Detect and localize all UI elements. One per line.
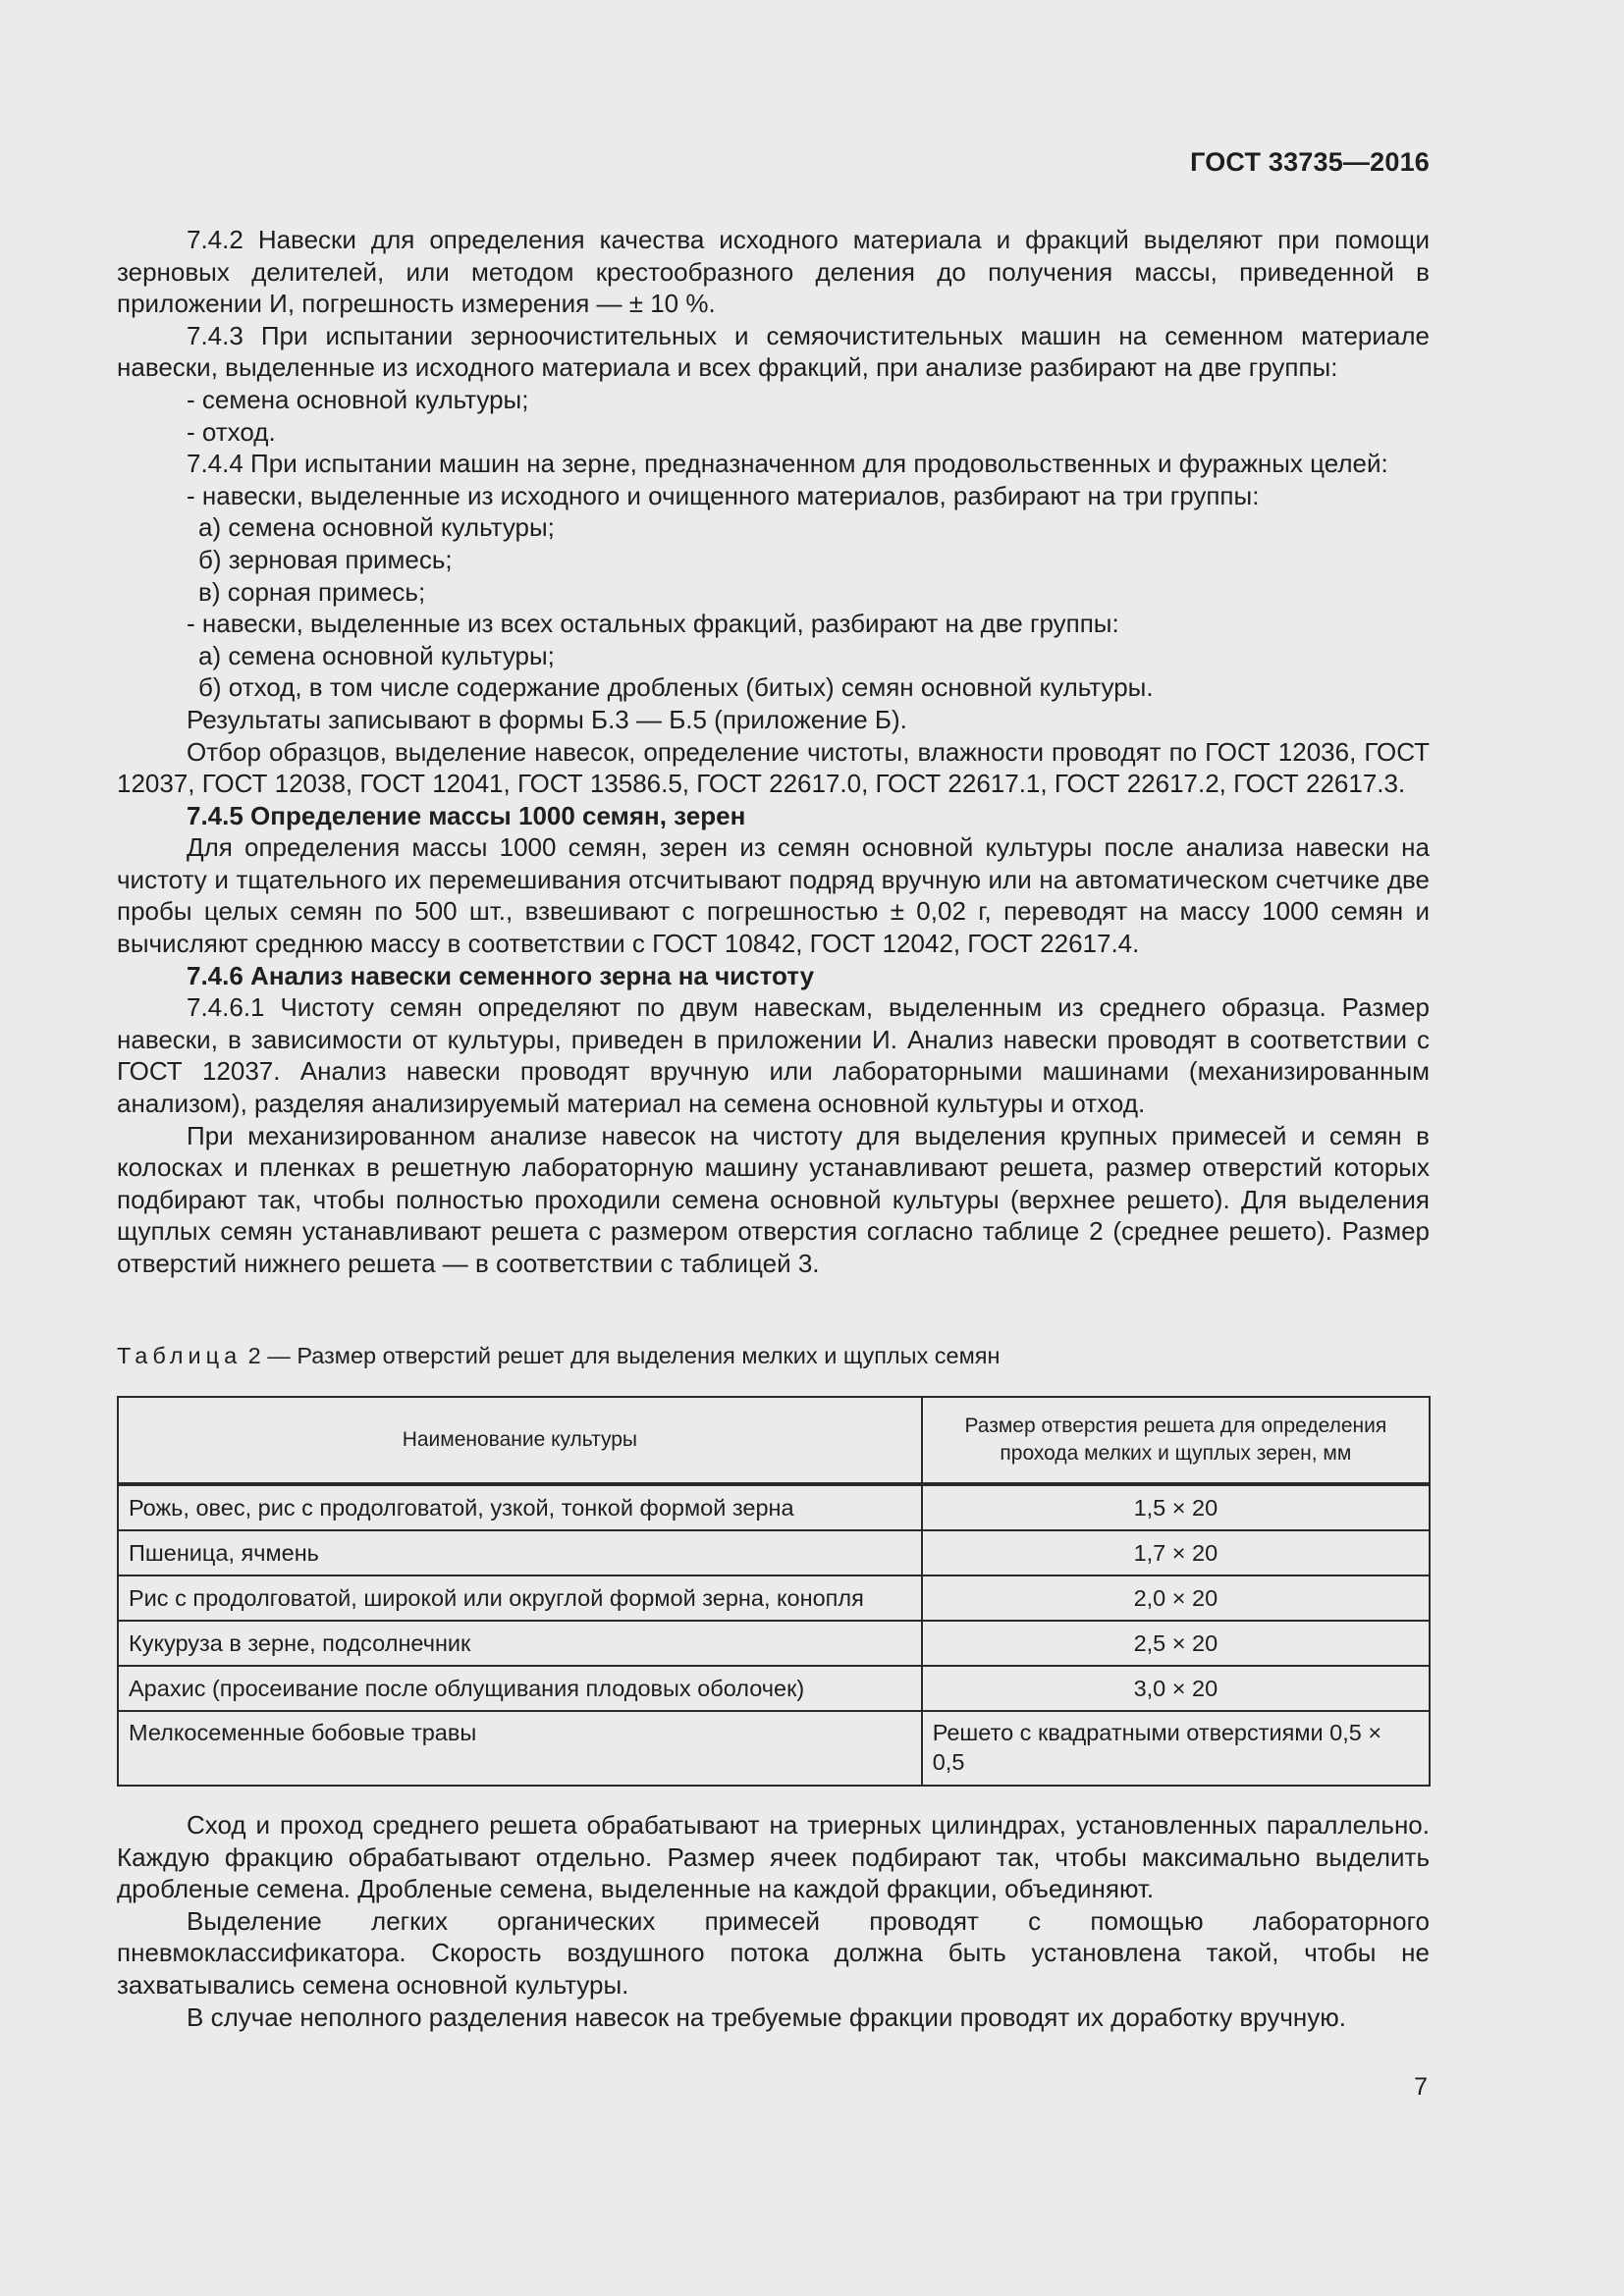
table-row <box>118 1666 1430 1711</box>
culture-cell: Пшеница, ячмень <box>118 1530 922 1575</box>
culture-cell: Арахис (просеивание после облущивания плодовых оболочек) <box>118 1666 922 1711</box>
table-header-row <box>118 1397 1430 1484</box>
paragraph: Для определения массы 1000 семян, зерен из семян основной культуры после анализа навески на чистоту и тщательного их перемешивания отсчитывают подряд вручную или на автоматическом счетчике две пробы целых семян по 500 шт., взвешивают с погрешностью ± 0,02 г, переводят на массу 1000 семян и вычисляют среднюю массу в соответствии с ГОСТ 10842, ГОСТ 12042, ГОСТ 22617.4. <box>117 832 1430 959</box>
paragraph: Отбор образцов, выделение навесок, определение чистоты, влажности проводят по ГОСТ 12036, ГОСТ 12037, ГОСТ 12038, ГОСТ 12041, ГОСТ 13586.5, ГОСТ 22617.0, ГОСТ 22617.1, ГОСТ 22617.2, ГОСТ 22617.3. <box>117 736 1430 799</box>
sub-list-item: а) семена основной культуры; <box>198 640 555 670</box>
sieve-size-cell: Решето с квадратными отверстиями 0,5 × 0,5 <box>922 1711 1430 1786</box>
culture-cell: Рис с продолговатой, широкой или округлой формой зерна, конопля <box>118 1575 922 1621</box>
paragraph: Сход и проход среднего решета обрабатывают на триерных цилиндрах, установленных параллельно. Каждую фракцию обрабатывают отдельно. Размер ячеек подбирают так, чтобы максимально выделить дробленые семена. Дробленые семена, выделенные на каждой фракции, объединяют. <box>117 1810 1430 1904</box>
culture-cell: Рожь, овес, рис с продолговатой, узкой, тонкой формой зерна <box>118 1484 922 1530</box>
table-caption-label: Таблица <box>117 1343 243 1368</box>
list-item: - отход. <box>187 416 276 447</box>
sub-list-item: б) отход, в том числе содержание дробленых (битых) семян основной культуры. <box>198 672 1154 703</box>
table-row <box>118 1711 1430 1786</box>
list-item: - навески, выделенные из всех остальных фракций, разбирают на две группы: <box>187 609 1119 639</box>
table-row <box>118 1575 1430 1621</box>
paragraph-7-4-3: 7.4.3 При испытании зерноочистительных и семяочистительных машин на семенном материале навески, выделенные из исходного материала и всех фракций, при анализе разбирают на две группы: <box>117 320 1430 383</box>
sub-list-item: в) сорная примесь; <box>198 576 426 607</box>
culture-cell: Кукуруза в зерне, подсолнечник <box>118 1621 922 1666</box>
sub-list-item: а) семена основной культуры; <box>198 512 555 543</box>
paragraph: При механизированном анализе навесок на чистоту для выделения крупных примесей и семян в колосках и пленках в решетную лабораторную машину устанавливают решета, размер отверстий которых подбирают так, чтобы полностью проходили семена основной культуры (верхнее решето). Для выделения щуплых семян устанавливают решета с размером отверстия согласно таблице 2 (среднее решето). Размер отверстий нижнего решета — в соответствии с таблицей 3. <box>117 1120 1430 1278</box>
column-header-culture: Наименование культуры <box>118 1397 922 1484</box>
paragraph-7-4-6-1: 7.4.6.1 Чистоту семян определяют по двум навескам, выделенным из среднего образца. Размер навески, в зависимости от культуры, приведен в приложении И. Анализ навески проводят в соответствии с ГОСТ 12037. Анализ навески проводят вручную или лабораторными машинами (механизированным анализом), разделяя анализируемый материал на семена основной культуры и отход. <box>117 992 1430 1119</box>
section-heading-7-4-5: 7.4.5 Определение массы 1000 семян, зерен <box>187 800 746 830</box>
list-item: - семена основной культуры; <box>187 384 529 414</box>
table-row <box>118 1484 1430 1530</box>
table-row <box>118 1530 1430 1575</box>
paragraph: Выделение легких органических примесей проводят с помощью лабораторного пневмоклассификатора. Скорость воздушного потока должна быть установлена такой, чтобы не захватывались семена основной культуры. <box>117 1905 1430 2000</box>
list-item: - навески, выделенные из исходного и очищенного материалов, разбирают на три группы: <box>187 480 1260 510</box>
paragraph: В случае неполного разделения навесок на требуемые фракции проводят их доработку вручную. <box>187 2002 1346 2032</box>
table-row <box>118 1621 1430 1666</box>
document-body-continued <box>117 1809 1430 2033</box>
document-body <box>117 224 1430 1280</box>
column-header-sieve-size: Размер отверстия решета для определения прохода мелких и щуплых зерен, мм <box>922 1397 1430 1484</box>
sieve-size-table <box>117 1396 1431 1787</box>
page-number: 7 <box>1414 2073 1428 2101</box>
document-id: ГОСТ 33735—2016 <box>1190 147 1430 177</box>
table-caption <box>117 1343 1001 1369</box>
sieve-size-cell: 2,0 × 20 <box>922 1575 1430 1621</box>
paragraph: Результаты записывают в формы Б.3 — Б.5 (приложение Б). <box>187 704 907 734</box>
paragraph-7-4-2: 7.4.2 Навески для определения качества исходного материала и фракций выделяют при помощи зерновых делителей, или методом крестообразного деления до получения массы, приведенной в приложении И, погрешность измерения — ± 10 %. <box>117 225 1430 319</box>
sub-list-item: б) зерновая примесь; <box>198 544 453 574</box>
culture-cell: Мелкосеменные бобовые травы <box>118 1711 922 1786</box>
table-caption-text: 2 — Размер отверстий решет для выделения мелких и щуплых семян <box>242 1343 1001 1368</box>
sieve-size-cell: 1,5 × 20 <box>922 1484 1430 1530</box>
sieve-size-cell: 3,0 × 20 <box>922 1666 1430 1711</box>
sieve-size-cell: 1,7 × 20 <box>922 1530 1430 1575</box>
section-heading-7-4-6: 7.4.6 Анализ навески семенного зерна на чистоту <box>187 960 815 990</box>
paragraph-7-4-4: 7.4.4 При испытании машин на зерне, предназначенном для продовольственных и фуражных целей: <box>187 449 1388 479</box>
sieve-size-cell: 2,5 × 20 <box>922 1621 1430 1666</box>
